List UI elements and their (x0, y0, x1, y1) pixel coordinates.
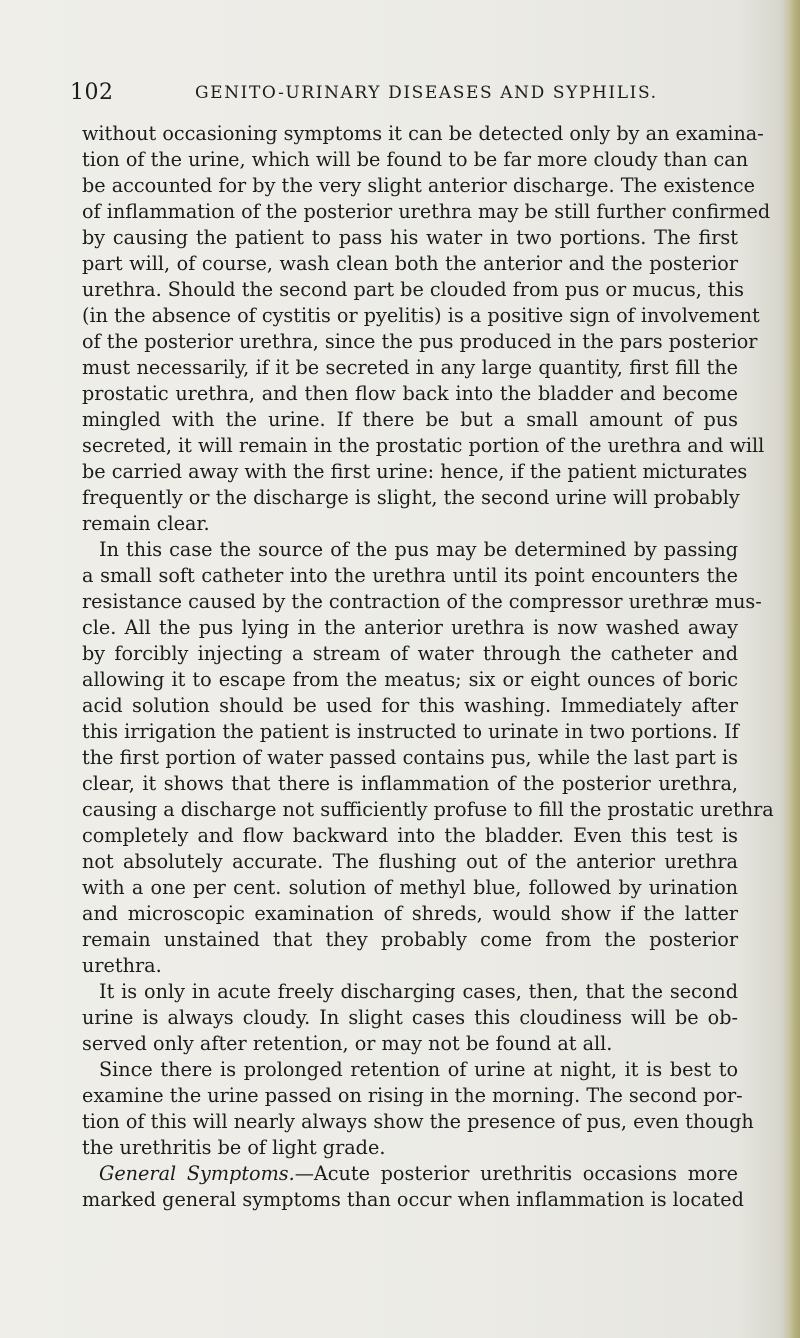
page-edge-shading (782, 0, 800, 1338)
text-line: mingled with the urine. If there be but a small amount of pus (82, 408, 738, 431)
text-line: (in the absence of cystitis or pyelitis) is a positive sign of involvement (82, 304, 760, 327)
text-line: urine is always cloudy. In slight cases this cloudiness will be ob- (82, 1006, 738, 1029)
text-line: this irrigation the patient is instructed to urinate in two portions. If (82, 720, 739, 743)
text-line: tion of the urine, which will be found to be far more cloudy than can (82, 148, 749, 171)
text-line: of inflammation of the posterior urethra may be still further confirmed (82, 200, 771, 223)
paragraph (82, 979, 738, 1057)
text-line: prostatic urethra, and then flow back into the bladder and become (82, 382, 738, 405)
paragraph (82, 1161, 744, 1213)
text-line: secreted, it will remain in the prostatic portion of the urethra and will (82, 434, 765, 457)
text-line: allowing it to escape from the meatus; six or eight ounces of boric (82, 668, 738, 691)
paragraph (82, 1057, 754, 1161)
text-line: remain unstained that they probably come from the posterior (82, 928, 738, 951)
body-text (82, 121, 774, 1213)
text-line: frequently or the discharge is slight, the second urine will probably (82, 486, 740, 509)
text-line: and microscopic examination of shreds, would show if the latter (82, 902, 738, 925)
text-line: acid solution should be used for this washing. Immediately after (82, 694, 738, 717)
text-line: cle. All the pus lying in the anterior urethra is now washed away (82, 616, 738, 639)
text-line: resistance caused by the contraction of the compressor urethræ mus- (82, 590, 762, 613)
text-line: part will, of course, wash clean both the anterior and the posterior (82, 252, 738, 275)
text-line: completely and flow backward into the bladder. Even this test is (82, 824, 738, 847)
text-line: urethra. Should the second part be clouded from pus or mucus, this (82, 278, 744, 301)
text-line: with a one per cent. solution of methyl blue, followed by urination (82, 876, 738, 899)
page-number: 102 (70, 80, 114, 105)
paragraph (82, 537, 774, 979)
section-heading: General Symptoms. (99, 1162, 295, 1185)
text-run: —Acute posterior urethritis occasions more (294, 1162, 738, 1185)
text-line: must necessarily, if it be secreted in any large quantity, first fill the (82, 356, 738, 379)
text-line (82, 1161, 738, 1187)
text-line: a small soft catheter into the urethra until its point encounters the (82, 564, 738, 587)
text-line: urethra. (82, 954, 162, 977)
text-line: by causing the patient to pass his water in two portions. The first (82, 226, 738, 249)
running-title: GENITO-URINARY DISEASES AND SYPHILIS. (195, 83, 658, 103)
text-line: causing a discharge not sufficiently profuse to fill the prostatic urethra (82, 798, 774, 821)
text-line: by forcibly injecting a stream of water through the catheter and (82, 642, 738, 665)
text-line: tion of this will nearly always show the presence of pus, even though (82, 1110, 754, 1133)
paragraph (82, 121, 771, 537)
text-line: It is only in acute freely discharging cases, then, that the second (99, 980, 738, 1003)
text-line: be carried away with the first urine: hence, if the patient micturates (82, 460, 748, 483)
text-line: served only after retention, or may not be found at all. (82, 1032, 613, 1055)
text-line: the first portion of water passed contains pus, while the last part is (82, 746, 738, 769)
text-line: marked general symptoms than occur when inflammation is located (82, 1188, 744, 1211)
text-line: the urethritis be of light grade. (82, 1136, 386, 1159)
text-line: Since there is prolonged retention of urine at night, it is best to (99, 1058, 738, 1081)
text-line: In this case the source of the pus may be determined by passing (99, 538, 738, 561)
text-line: of the posterior urethra, since the pus produced in the pars posterior (82, 330, 758, 353)
page-header (70, 80, 730, 110)
text-line: be accounted for by the very slight anterior discharge. The existence (82, 174, 756, 197)
text-line: not absolutely accurate. The flushing out of the anterior urethra (82, 850, 738, 873)
text-line: without occasioning symptoms it can be detected only by an examina- (82, 122, 764, 145)
text-line: examine the urine passed on rising in the morning. The second por- (82, 1084, 743, 1107)
text-line: remain clear. (82, 512, 210, 535)
text-line: clear, it shows that there is inflammation of the posterior urethra, (82, 772, 738, 795)
